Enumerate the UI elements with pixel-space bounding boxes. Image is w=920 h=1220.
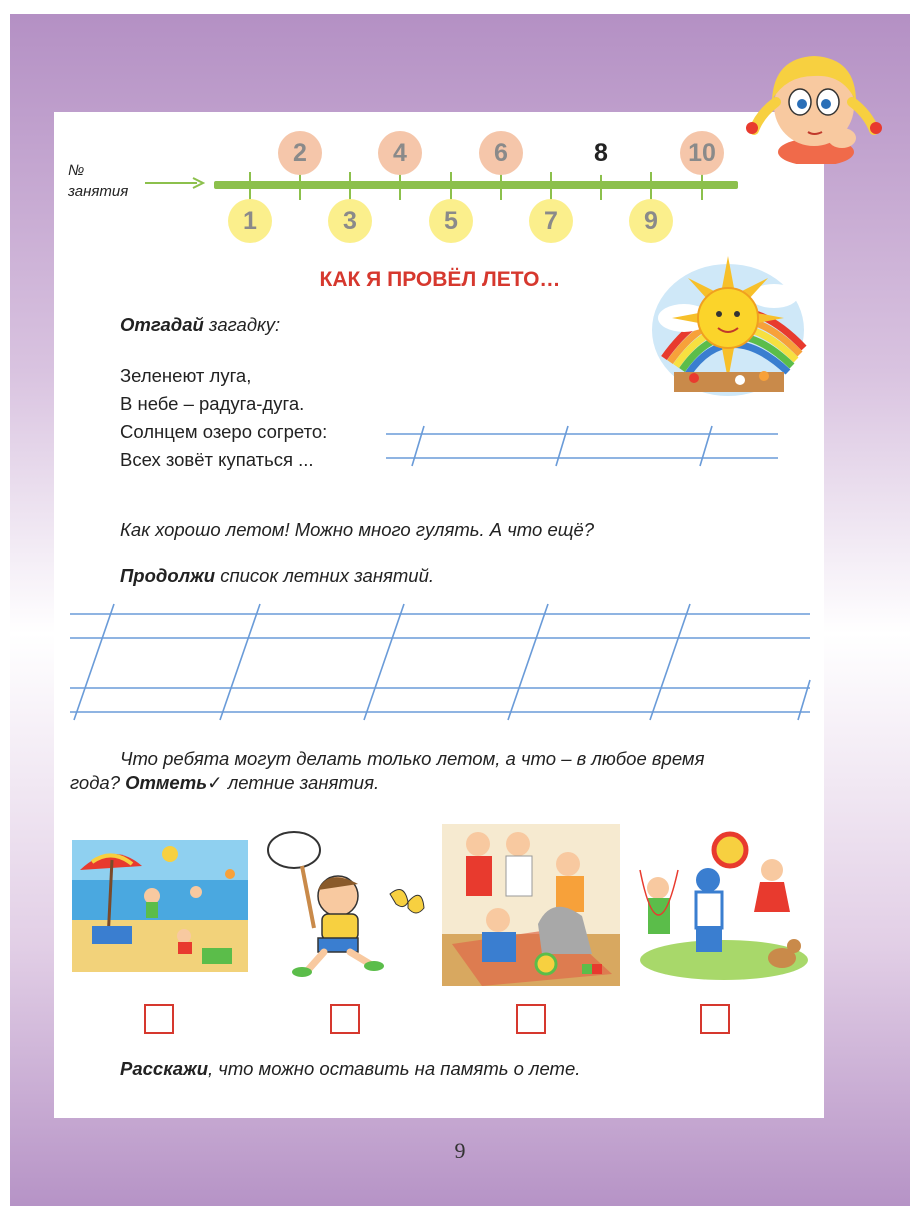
lesson-tick-top-2	[399, 172, 401, 200]
check-mark-icon: ✓	[207, 772, 223, 793]
task-continue-list-rest: список летних занятий.	[215, 565, 435, 586]
riddle-instruction-rest: загадку:	[203, 314, 281, 335]
task-tell-rest: , что можно оставить на память о лете.	[208, 1058, 581, 1079]
sun-rainbow-illustration	[644, 248, 810, 408]
riddle-instruction-bold: Отгадай	[120, 314, 204, 335]
children-playing-indoors-illustration	[442, 824, 620, 986]
lesson-number-6: 6	[479, 131, 523, 175]
task-tell-bold: Расскажи	[120, 1058, 209, 1079]
arrow-right-icon	[145, 176, 205, 190]
lesson-tick-top-4	[600, 172, 602, 200]
riddle-answer-lines[interactable]	[386, 424, 780, 468]
riddle-instruction	[120, 314, 280, 336]
task-mark-line-1: Что ребята могут делать только летом, а что – в любое время	[120, 748, 705, 769]
beach-scene-illustration	[72, 840, 248, 972]
page-title: КАК Я ПРОВЁЛ ЛЕТО…	[319, 268, 561, 291]
task-continue-list	[120, 565, 434, 587]
task-tell	[120, 1058, 580, 1080]
lesson-tick-bottom-4	[550, 172, 552, 202]
checkbox-butterfly-net[interactable]	[330, 1004, 360, 1034]
lesson-number-9: 9	[629, 199, 673, 243]
task-mark-line-2-start: года?	[70, 772, 126, 793]
lesson-number-3: 3	[328, 199, 372, 243]
paragraph-summer-walks: Как хорошо летом! Можно много гулять. А что ещё?	[120, 519, 595, 540]
children-playing-ball-outdoors-illustration	[632, 830, 808, 982]
lesson-progress-bar	[214, 181, 738, 189]
task-mark-line-2-end: летние занятия.	[222, 772, 380, 793]
task-continue-list-bold: Продолжи	[120, 565, 216, 586]
lesson-number-7: 7	[529, 199, 573, 243]
task-mark-bold: Отметь	[125, 772, 208, 793]
lesson-number-word: занятия	[68, 183, 129, 200]
riddle-line-4: Всех зовёт купаться ...	[120, 449, 314, 470]
riddle-line-2: В небе – радуга-дуга.	[120, 393, 305, 414]
lesson-number-8-current: 8	[579, 131, 623, 175]
lesson-number-5: 5	[429, 199, 473, 243]
lesson-number-4: 4	[378, 131, 422, 175]
lesson-number-10: 10	[680, 131, 724, 175]
riddle-line-3: Солнцем озеро согрето:	[120, 421, 328, 442]
lesson-number-2: 2	[278, 131, 322, 175]
lesson-tick-bottom-1	[249, 172, 251, 202]
lesson-number-sign: №	[68, 162, 85, 179]
lesson-tick-bottom-3	[450, 172, 452, 202]
lesson-tick-bottom-2	[349, 172, 351, 202]
page-number: 9	[454, 1138, 466, 1163]
lesson-tick-top-3	[500, 172, 502, 200]
lesson-tick-bottom-5	[650, 172, 652, 202]
lesson-tick-top-5	[701, 172, 703, 200]
lesson-tick-top-1	[299, 172, 301, 200]
checkbox-beach[interactable]	[144, 1004, 174, 1034]
checkbox-indoor-play[interactable]	[516, 1004, 546, 1034]
summer-activities-writing-lines[interactable]	[70, 600, 812, 724]
boy-with-butterfly-net-illustration	[258, 828, 434, 978]
girl-mascot-illustration	[738, 40, 886, 164]
checkbox-outdoor-ball[interactable]	[700, 1004, 730, 1034]
riddle-line-1: Зеленеют луга,	[120, 365, 252, 386]
task-mark-line-2	[70, 772, 379, 794]
lesson-number-1: 1	[228, 199, 272, 243]
